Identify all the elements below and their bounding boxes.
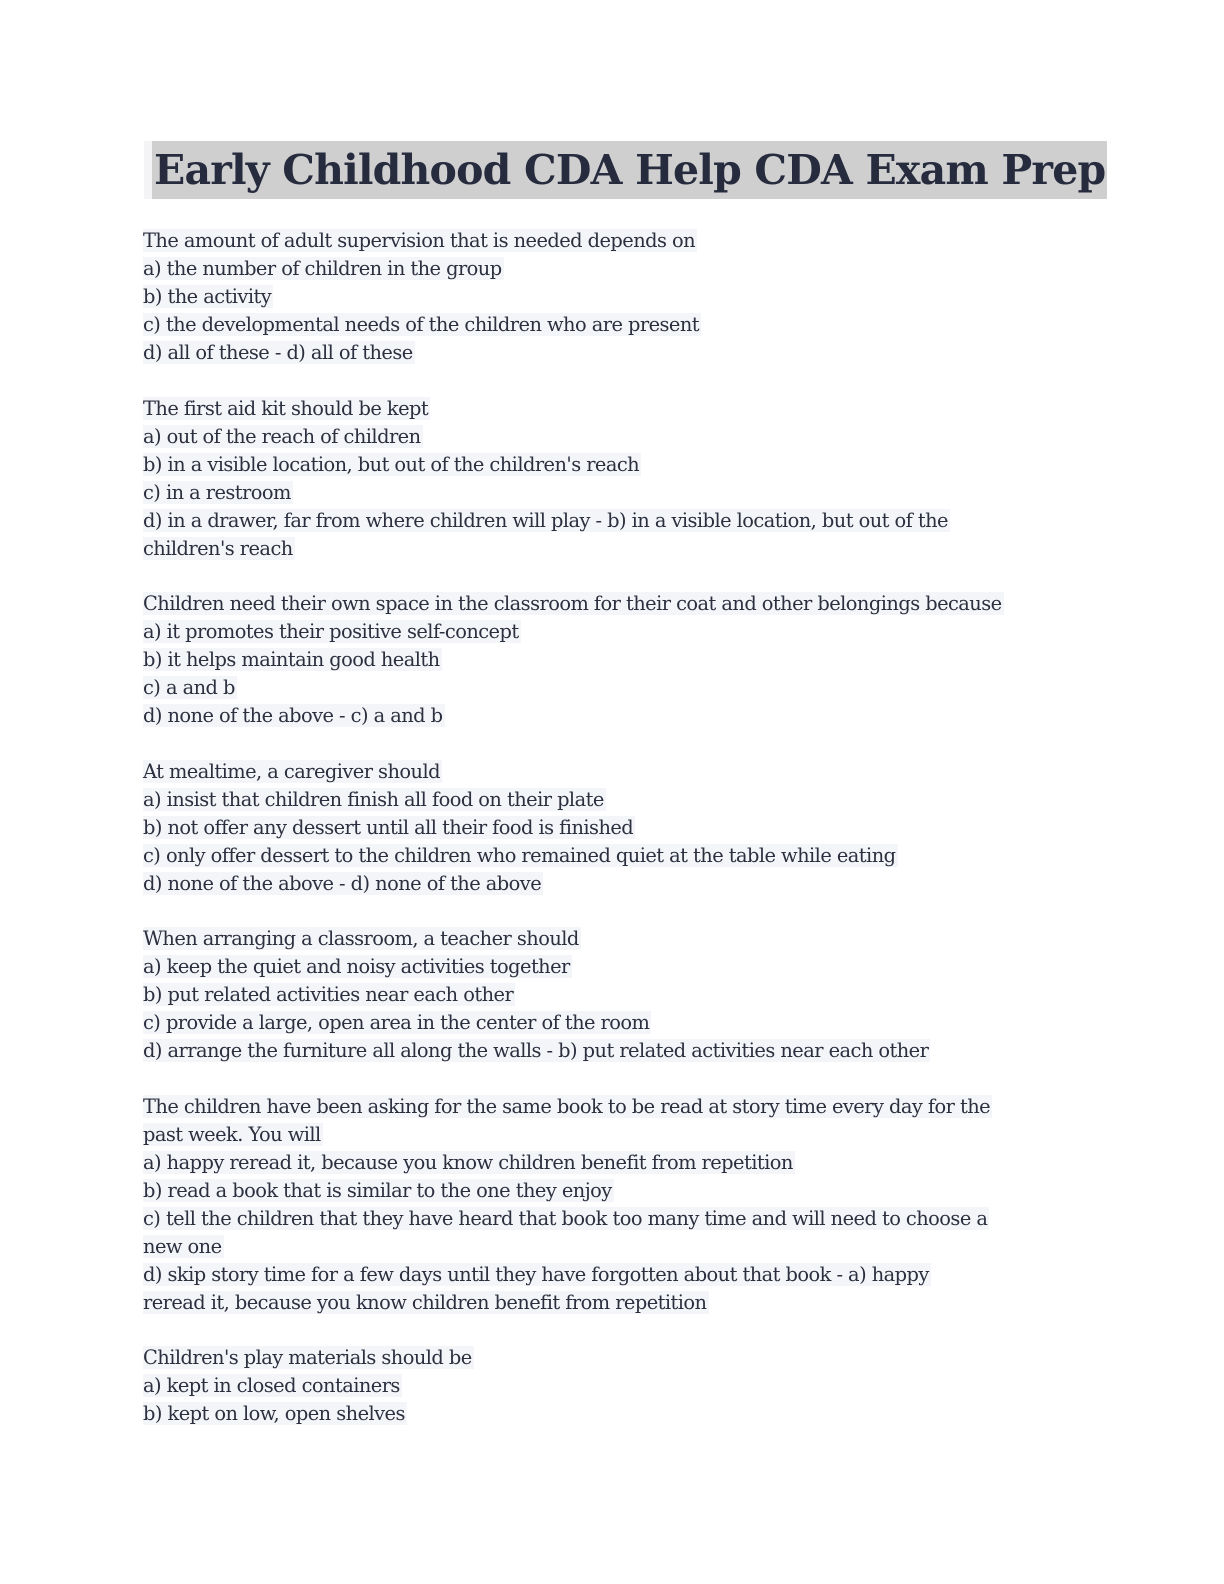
answer-option-line [143,451,1078,479]
answer-option: d) skip story time for a few days until they have forgotten about that book - a) happy [143,1262,929,1286]
question-text: The children have been asking for the same book to be read at story time every day for the [143,1094,991,1118]
answer-option: c) a and b [143,676,235,699]
answer-option: b) read a book that is similar to the one they enjoy [143,1178,612,1202]
question-block-2 [143,395,1078,563]
answer-option: a) happy reread it, because you know children benefit from repetition [143,1150,793,1174]
question-block-6 [143,1093,1078,1317]
question-line [143,758,1078,786]
answer-option: b) it helps maintain good health [143,648,440,671]
question-block-1 [143,227,1078,367]
answer-option: d) in a drawer, far from where children will play - b) in a visible location, but out of the [143,508,948,532]
answer-option-line [143,1177,1078,1205]
answer-option-line [143,1205,1078,1233]
answer-option-line [143,814,1078,842]
question-list [143,227,1078,1456]
question-line [143,925,1078,953]
answer-option: b) not offer any dessert until all their food is finished [143,815,634,839]
answer-option-line [143,1289,1078,1317]
answer-option-line [143,674,1078,702]
question-text: Children need their own space in the classroom for their coat and other belongings because [143,592,1002,615]
answer-option-line [143,535,1078,563]
title-highlight [144,141,1106,199]
answer-option-line [143,1037,1078,1065]
question-line [143,590,1078,618]
answer-option-line [143,842,1078,870]
answer-option: b) put related activities near each other [143,983,514,1006]
question-text: The amount of adult supervision that is needed depends on [143,229,696,252]
question-line [143,1344,1078,1372]
question-line [143,1093,1078,1121]
answer-option-line [143,255,1078,283]
question-text: The first aid kit should be kept [143,396,429,420]
answer-option: d) none of the above - d) none of the above [143,871,542,895]
answer-option-line [143,423,1078,451]
question-block-7 [143,1344,1078,1428]
answer-option-line [143,953,1078,981]
answer-option: b) in a visible location, but out of the children's reach [143,452,640,476]
question-line [143,227,1078,255]
answer-option: c) tell the children that they have heard that book too many time and will need to choose a [143,1206,988,1230]
answer-option-line [143,702,1078,730]
answer-option: a) keep the quiet and noisy activities together [143,955,570,978]
answer-option: new one [143,1234,222,1258]
question-block-4 [143,758,1078,898]
answer-option: c) only offer dessert to the children who remained quiet at the table while eating [143,843,896,867]
answer-option: d) none of the above - c) a and b [143,704,443,727]
answer-option-line [143,1233,1078,1261]
question-line [143,395,1078,423]
answer-option: a) insist that children finish all food on their plate [143,787,604,811]
question-text: When arranging a classroom, a teacher should [143,927,579,950]
answer-option-line [143,1149,1078,1177]
answer-option: a) out of the reach of children [143,424,421,448]
answer-option-line [143,507,1078,535]
answer-option-line [143,1009,1078,1037]
question-block-5 [143,925,1078,1065]
answer-option-line [143,646,1078,674]
answer-option: c) the developmental needs of the children who are present [143,313,700,336]
answer-option: children's reach [143,536,293,560]
answer-option-line [143,1372,1078,1400]
answer-option: c) provide a large, open area in the center of the room [143,1011,650,1034]
question-text: past week. You will [143,1122,321,1146]
answer-option: a) the number of children in the group [143,257,502,280]
answer-option-line [143,1261,1078,1289]
question-text: Children's play materials should be [143,1346,472,1369]
answer-option-line [143,1400,1078,1428]
answer-option: a) it promotes their positive self-concept [143,620,519,643]
page-title: Early Childhood CDA Help CDA Exam Prep [152,141,1107,199]
answer-option: d) all of these - d) all of these [143,341,413,364]
answer-option: reread it, because you know children benefit from repetition [143,1290,707,1314]
answer-option: a) kept in closed containers [143,1374,400,1397]
answer-option: b) the activity [143,285,272,308]
question-text: At mealtime, a caregiver should [143,759,440,783]
answer-option-line [143,870,1078,898]
answer-option: b) kept on low, open shelves [143,1402,405,1425]
answer-option-line [143,339,1078,367]
answer-option: c) in a restroom [143,480,291,504]
answer-option-line [143,618,1078,646]
answer-option: d) arrange the furniture all along the walls - b) put related activities near each other [143,1039,929,1062]
answer-option-line [143,479,1078,507]
answer-option-line [143,311,1078,339]
question-block-3 [143,590,1078,730]
question-line [143,1121,1078,1149]
answer-option-line [143,981,1078,1009]
answer-option-line [143,786,1078,814]
answer-option-line [143,283,1078,311]
